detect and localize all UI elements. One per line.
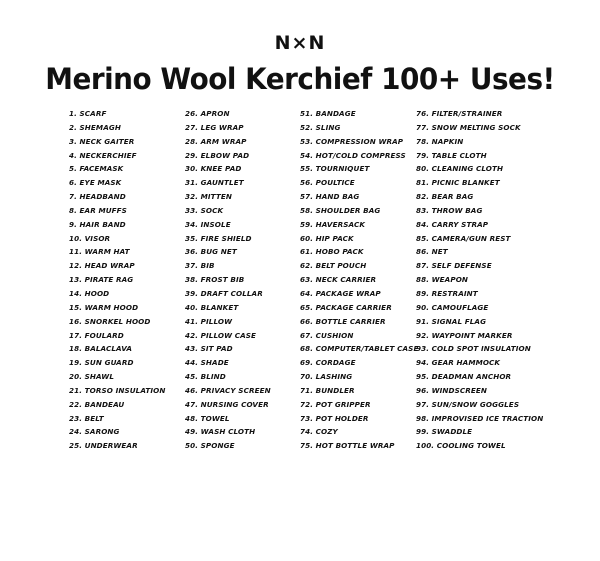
list-item: 52. SLING — [300, 122, 341, 132]
list-item: 38. FROST BIB — [185, 275, 245, 285]
list-item: 50. SPONGE — [185, 441, 235, 451]
list-item: 24. SARONG — [69, 427, 120, 437]
list-item: 61. HOBO PACK — [300, 247, 364, 257]
list-item: 45. BLIND — [185, 372, 226, 382]
list-item: 35. FIRE SHIELD — [185, 233, 252, 243]
list-item: 9. HAIR BAND — [69, 219, 126, 229]
list-item: 11. WARM HAT — [69, 247, 130, 257]
list-item: 92. WAYPOINT MARKER — [416, 330, 513, 340]
list-item: 19. SUN GUARD — [69, 358, 134, 368]
list-item: 96. WINDSCREEN — [416, 385, 488, 395]
list-item: 3. NECK GAITER — [69, 136, 135, 146]
list-item: 87. SELF DEFENSE — [416, 261, 492, 271]
list-item: 78. NAPKIN — [416, 136, 464, 146]
list-item: 66. BOTTLE CARRIER — [300, 316, 386, 326]
list-item: 77. SNOW MELTING SOCK — [416, 122, 521, 132]
uses-column-4 — [416, 107, 544, 453]
list-item: 7. HEADBAND — [69, 192, 126, 202]
list-item: 30. KNEE PAD — [185, 164, 242, 174]
list-item: 95. DEADMAN ANCHOR — [416, 372, 512, 382]
list-item: 88. WEAPON — [416, 275, 469, 285]
list-item: 14. HOOD — [69, 288, 110, 298]
list-item: 22. BANDEAU — [69, 399, 125, 409]
list-item: 42. PILLOW CASE — [185, 330, 257, 340]
list-item: 99. SWADDLE — [416, 427, 473, 437]
list-item: 12. HEAD WRAP — [69, 261, 135, 271]
list-item: 83. THROW BAG — [416, 205, 483, 215]
list-item: 26. APRON — [185, 109, 230, 118]
list-item: 73. POT HOLDER — [300, 413, 369, 423]
list-item: 5. FACEMASK — [69, 164, 124, 174]
list-item: 15. WARM HOOD — [69, 302, 139, 312]
list-item: 76. FILTER/STRAINER — [416, 109, 503, 118]
list-item: 97. SUN/SNOW GOGGLES — [416, 399, 520, 409]
list-item: 81. PICNIC BLANKET — [416, 178, 500, 188]
uses-column-2 — [185, 107, 305, 453]
list-item: 72. POT GRIPPER — [300, 399, 371, 409]
list-item: 43. SIT PAD — [185, 344, 233, 354]
list-item: 54. HOT/COLD COMPRESS — [300, 150, 406, 160]
list-item: 1. SCARF — [69, 109, 107, 118]
list-item: 27. LEG WRAP — [185, 122, 244, 132]
list-item: 4. NECKERCHIEF — [69, 150, 137, 160]
list-item: 33. SOCK — [185, 205, 224, 215]
list-item: 89. RESTRAINT — [416, 288, 478, 298]
list-item: 98. IMPROVISED ICE TRACTION — [416, 413, 544, 423]
list-item: 82. BEAR BAG — [416, 192, 474, 202]
list-item: 16. SNORKEL HOOD — [69, 316, 151, 326]
list-item: 86. NET — [416, 247, 448, 257]
list-item: 40. BLANKET — [185, 302, 239, 312]
list-item: 63. NECK CARRIER — [300, 275, 377, 285]
list-item: 47. NURSING COVER — [185, 399, 269, 409]
list-item: 57. HAND BAG — [300, 192, 360, 202]
list-item: 53. COMPRESSION WRAP — [300, 136, 404, 146]
list-item: 20. SHAWL — [69, 372, 115, 382]
uses-column-1 — [69, 107, 189, 453]
list-item: 69. CORDAGE — [300, 358, 356, 368]
list-item: 31. GAUNTLET — [185, 178, 244, 188]
list-item: 2. SHEMAGH — [69, 122, 121, 132]
list-item: 17. FOULARD — [69, 330, 124, 340]
list-item: 70. LASHING — [300, 372, 353, 382]
list-item: 91. SIGNAL FLAG — [416, 316, 487, 326]
list-item: 64. PACKAGE WRAP — [300, 288, 381, 298]
list-item: 34. INSOLE — [185, 219, 231, 229]
list-item: 93. COLD SPOT INSULATION — [416, 344, 531, 354]
list-item: 56. POULTICE — [300, 178, 355, 188]
list-item: 18. BALACLAVA — [69, 344, 133, 354]
list-item: 23. BELT — [69, 413, 104, 423]
list-item: 44. SHADE — [185, 358, 229, 368]
list-item: 6. EYE MASK — [69, 178, 122, 188]
list-item: 90. CAMOUFLAGE — [416, 302, 489, 312]
list-item: 51. BANDAGE — [300, 109, 356, 118]
list-item: 55. TOURNIQUET — [300, 164, 370, 174]
brand-logo: N×N — [274, 32, 326, 54]
list-item: 68. COMPUTER/TABLET CASE — [300, 344, 419, 354]
list-item: 46. PRIVACY SCREEN — [185, 385, 271, 395]
uses-column-3 — [300, 107, 420, 453]
list-item: 29. ELBOW PAD — [185, 150, 250, 160]
list-item: 8. EAR MUFFS — [69, 205, 127, 215]
list-item: 75. HOT BOTTLE WRAP — [300, 441, 395, 451]
list-item: 59. HAVERSACK — [300, 219, 365, 229]
list-item: 21. TORSO INSULATION — [69, 385, 166, 395]
list-item: 48. TOWEL — [185, 413, 230, 423]
page-title: Merino Wool Kerchief 100+ Uses! — [45, 62, 555, 96]
list-item: 74. COZY — [300, 427, 338, 437]
list-item: 67. CUSHION — [300, 330, 354, 340]
list-item: 32. MITTEN — [185, 192, 232, 202]
list-item: 13. PIRATE RAG — [69, 275, 134, 285]
list-item: 65. PACKAGE CARRIER — [300, 302, 392, 312]
list-item: 62. BELT POUCH — [300, 261, 367, 271]
list-item: 39. DRAFT COLLAR — [185, 288, 263, 298]
list-item: 58. SHOULDER BAG — [300, 205, 381, 215]
list-item: 49. WASH CLOTH — [185, 427, 256, 437]
list-item: 41. PILLOW — [185, 316, 233, 326]
list-item: 10. VISOR — [69, 233, 111, 243]
list-item: 79. TABLE CLOTH — [416, 150, 487, 160]
list-item: 60. HIP PACK — [300, 233, 354, 243]
list-item: 84. CARRY STRAP — [416, 219, 489, 229]
list-item: 71. BUNDLER — [300, 385, 355, 395]
list-item: 28. ARM WRAP — [185, 136, 247, 146]
list-item: 25. UNDERWEAR — [69, 441, 138, 451]
list-item: 37. BIB — [185, 261, 215, 271]
list-item: 94. GEAR HAMMOCK — [416, 358, 501, 368]
list-item: 36. BUG NET — [185, 247, 237, 257]
list-item: 80. CLEANING CLOTH — [416, 164, 504, 174]
list-item: 85. CAMERA/GUN REST — [416, 233, 511, 243]
list-item: 100. COOLING TOWEL — [416, 441, 506, 451]
